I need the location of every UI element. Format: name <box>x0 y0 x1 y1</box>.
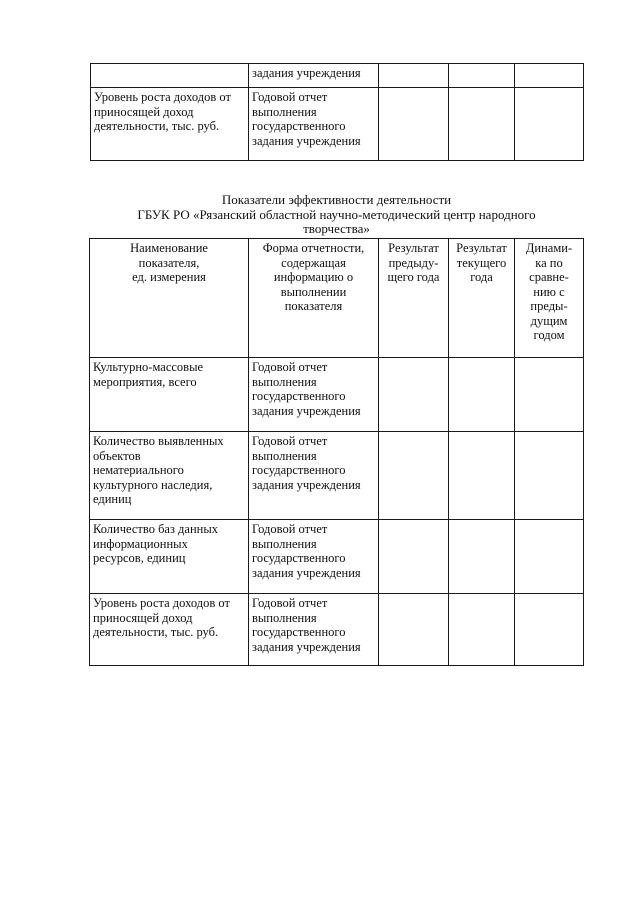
prev-year-cell <box>379 594 449 666</box>
efficiency-indicators-table <box>89 238 584 666</box>
report-form-cell: задания учреждения <box>249 64 379 88</box>
section-title-line: творчества» <box>303 221 370 236</box>
top-table-fragment <box>90 63 584 161</box>
header-prev-year: Результат предыду- щего года <box>379 239 449 358</box>
report-form-cell: Годовой отчет выполнения государственного задания учреждения <box>249 594 379 666</box>
indicator-name-cell: Уровень роста доходов от приносящей доход деятельности, тыс. руб. <box>91 88 249 161</box>
curr-year-cell <box>449 432 515 520</box>
section-title-line: ГБУК РО «Рязанский областной научно-методический центр народного <box>137 206 536 222</box>
header-indicator-name: Наименование показателя, ед. измерения <box>90 239 249 358</box>
dynamics-cell <box>515 358 584 432</box>
prev-year-cell <box>379 520 449 594</box>
table-row <box>91 64 584 88</box>
indicator-name-cell <box>91 64 249 88</box>
indicator-name-cell: Количество выявленных объектов нематериального культурного наследия, единиц <box>90 432 249 520</box>
indicator-name-cell: Культурно-массовые мероприятия, всего <box>90 358 249 432</box>
table-row <box>90 520 584 594</box>
report-form-cell: Годовой отчет выполнения государственного задания учреждения <box>249 432 379 520</box>
indicator-name-cell: Количество баз данных информационных ресурсов, единиц <box>90 520 249 594</box>
curr-year-cell <box>449 594 515 666</box>
prev-year-cell <box>379 64 449 88</box>
curr-year-cell <box>449 64 515 88</box>
table-header-row <box>90 239 584 358</box>
report-form-cell: Годовой отчет выполнения государственного задания учреждения <box>249 88 379 161</box>
table-row <box>90 432 584 520</box>
table-row <box>91 88 584 161</box>
report-form-cell: Годовой отчет выполнения государственного задания учреждения <box>249 358 379 432</box>
prev-year-cell <box>379 88 449 161</box>
header-curr-year: Результат текущего года <box>449 239 515 358</box>
table-row <box>90 594 584 666</box>
prev-year-cell <box>379 432 449 520</box>
report-form-cell: Годовой отчет выполнения государственного задания учреждения <box>249 520 379 594</box>
prev-year-cell <box>379 358 449 432</box>
table-row <box>90 358 584 432</box>
dynamics-cell <box>515 520 584 594</box>
dynamics-cell <box>515 432 584 520</box>
curr-year-cell <box>449 520 515 594</box>
section-title-line: Показатели эффективности деятельности <box>221 192 452 207</box>
section-title <box>90 193 583 237</box>
header-dynamics: Динами- ка по сравне- нию с преды- дущим годом <box>515 239 584 358</box>
curr-year-cell <box>449 88 515 161</box>
curr-year-cell <box>449 358 515 432</box>
dynamics-cell <box>515 64 584 88</box>
indicator-name-cell: Уровень роста доходов от приносящей доход деятельности, тыс. руб. <box>90 594 249 666</box>
header-report-form: Форма отчетности, содержащая информацию о выполнении показателя <box>249 239 379 358</box>
dynamics-cell <box>515 88 584 161</box>
dynamics-cell <box>515 594 584 666</box>
